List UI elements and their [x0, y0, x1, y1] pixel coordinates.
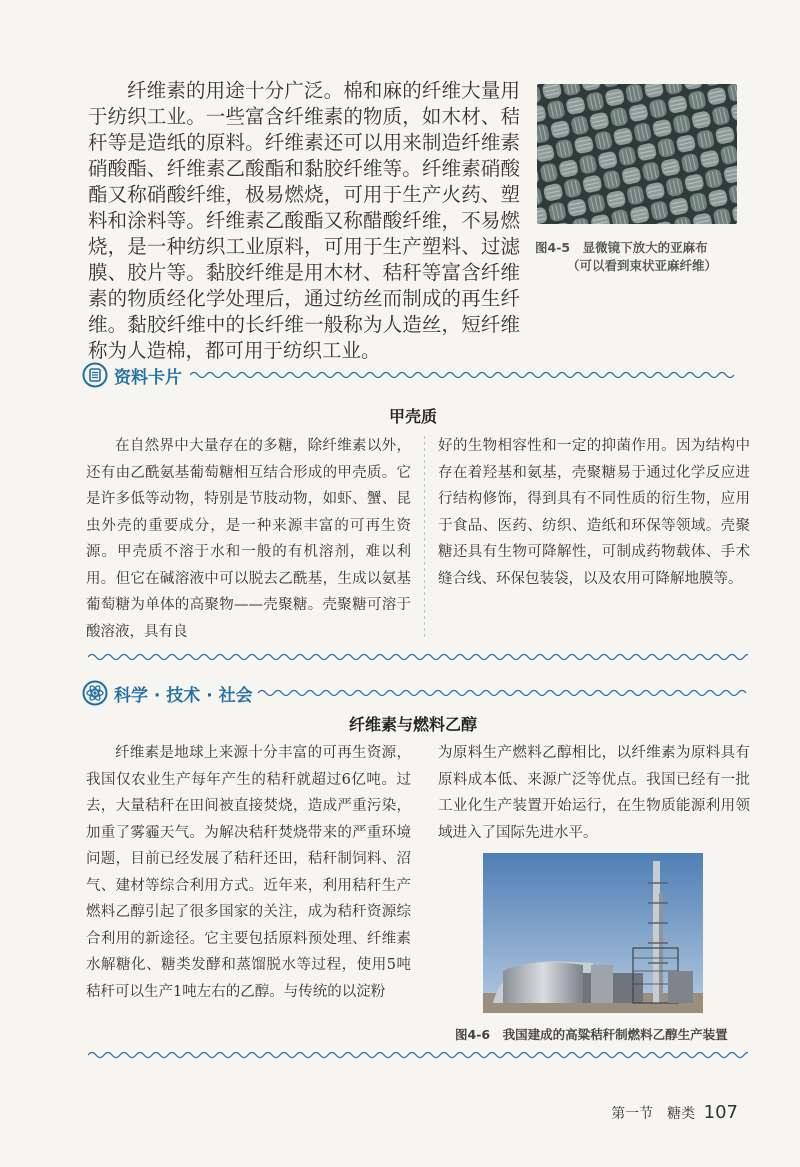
figure-4-5-caption	[535, 239, 745, 275]
atom-icon	[82, 680, 108, 706]
caption-line-1: 图4-5 显微镜下放大的亚麻布	[535, 240, 708, 255]
page-footer	[611, 1102, 738, 1123]
notebook-icon	[82, 362, 108, 388]
intro-paragraph: 纤维素的用途十分广泛。棉和麻的纤维大量用于纺织工业。一些富含纤维素的物质，如木材、秸秆等是造纸的原料。纤维素还可以用来制造纤维素硝酸酯、纤维素乙酸酯和黏胶纤维等。纤维素硝酸酯又称硝酸纤维，极易燃烧，可用于生产火药、塑料和涂料等。纤维素乙酸酯又称醋酸纤维，不易燃烧，是一种纺织工业原料，可用于生产塑料、过滤膜、胶片等。黏胶纤维是用木材、秸秆等富含纤维素的物质经化学处理后，通过纺丝而制成的再生纤维。黏胶纤维中的长纤维一般称为人造丝，短纤维称为人造棉，都可用于纺织工业。	[88, 79, 520, 362]
card-title: 甲壳质	[388, 407, 437, 426]
sts-title: 纤维素与燃料乙醇	[348, 715, 477, 734]
wave-divider	[88, 1048, 748, 1062]
page-number: 107	[703, 1102, 738, 1123]
data-card-header	[82, 362, 182, 388]
card-right-column: 好的生物相容性和一定的抑菌作用。因为结构中存在着羟基和氨基，壳聚糖易于通过化学反应进行结构修饰，得到具有不同性质的衍生物，应用于食品、医药、纺织、造纸和环保等领域。壳聚糖还具有生物可降解性，可制成药物载体、手术缝合线、环保包装袋，以及农用可降解地膜等。	[438, 438, 750, 587]
sts-left-column: 纤维素是地球上来源十分丰富的可再生资源，我国仅农业生产每年产生的秸秆就超过6亿吨。过去，大量秸秆在田间被直接焚烧，造成严重污染，加重了雾霾天气。为解决秸秆焚烧带来的严重环境问题，目前已经发展了秸秆还田，秸秆制饲料、沼气、建材等综合利用方式。近年来，利用秸秆生产燃料乙醇引起了很多国家的关注，成为秸秆资源综合利用的新途径。它主要包括原料预处理、纤维素水解糖化、糖类发酵和蒸馏脱水等过程，使用5吨秸秆可以生产1吨左右的乙醇。与传统的以淀粉	[86, 745, 411, 1000]
wave-divider	[258, 686, 750, 700]
ethanol-plant-photo	[483, 853, 703, 1013]
wave-divider	[190, 368, 750, 382]
data-card-label: 资料卡片	[114, 367, 182, 388]
linen-micrograph-image	[537, 84, 737, 224]
column-divider	[424, 436, 425, 638]
sts-header	[82, 680, 253, 706]
footer-section: 第一节 糖类	[611, 1106, 696, 1122]
caption-line-2: （可以看到束状亚麻纤维）	[567, 258, 718, 273]
sts-label: 科学 · 技术 · 社会	[114, 685, 253, 706]
figure-4-6-caption: 图4-6 我国建成的高粱秸秆制燃料乙醇生产装置	[455, 1027, 728, 1042]
wave-divider	[88, 650, 748, 664]
card-left-column: 在自然界中大量存在的多糖，除纤维素以外，还有由乙酰氨基葡萄糖相互结合形成的甲壳质。它是许多低等动物，特别是节肢动物，如虾、蟹、昆虫外壳的重要成分，是一种来源丰富的可再生资源。甲壳质不溶于水和一般的有机溶剂，难以利用。但它在碱溶液中可以脱去乙酰基，生成以氨基葡萄糖为单体的高聚物——壳聚糖。壳聚糖可溶于酸溶液，具有良	[86, 438, 411, 640]
sts-right-column: 为原料生产燃料乙醇相比，以纤维素为原料具有原料成本低、来源广泛等优点。我国已经有一批工业化生产装置开始运行，在生物质能源利用领域进入了国际先进水平。	[438, 745, 750, 841]
